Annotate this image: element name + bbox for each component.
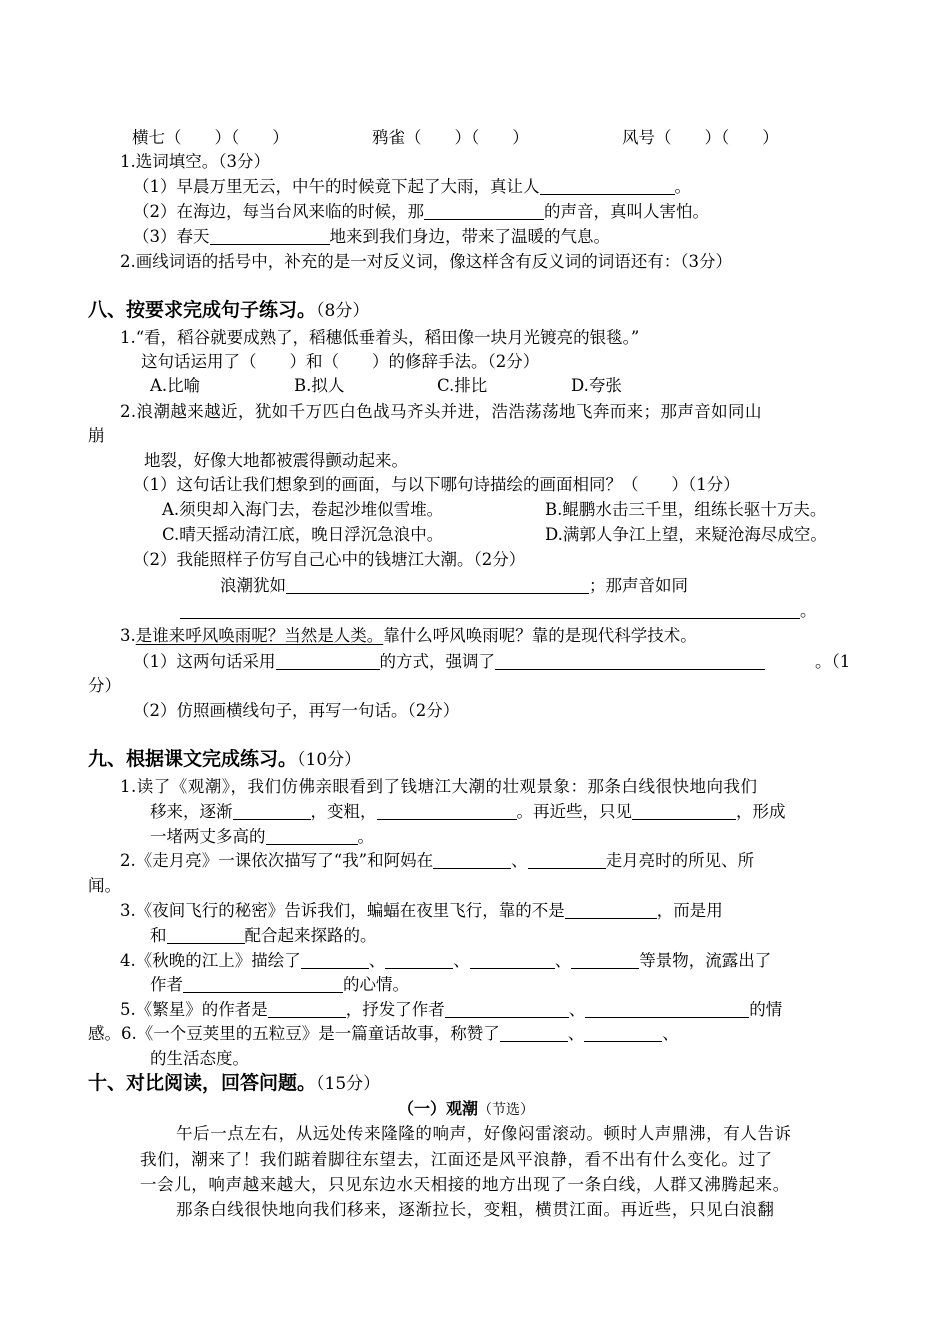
answer-blank[interactable]: [584, 1025, 662, 1042]
sec8-q2: 2.浪潮越来越近，犹如千万匹白色战马齐头并进，浩浩荡荡地飞奔而来；那声音如同山: [120, 402, 762, 421]
sec8-q1-option-d: D.夸张: [571, 376, 622, 395]
passage-line-3: 一会儿，响声越来越大，只见东边水天相接的地方出现了一条白线，人群又沸腾起来。: [140, 1175, 790, 1194]
sec9-q4: 4.《秋晚的江上》描绘了 、 、 、 等景物，流露出了: [120, 951, 772, 970]
sec8-q2-option-d: D.满郭人争江上望，来疑沧海尽成空。: [545, 525, 827, 544]
sec8-q1-option-c: C.排比: [437, 376, 488, 395]
sec7-q1-3: （3）春天 地来到我们身边，带来了温暖的气息。: [133, 227, 610, 246]
top-row-item-3: [622, 127, 779, 149]
answer-blank[interactable]: [470, 952, 555, 969]
sec8-q1-option-b: B.拟人: [294, 376, 345, 395]
sec8-q3: 3.是谁来呼风唤雨呢？当然是人类。靠什么呼风唤雨呢？靠的是现代科学技术。: [120, 626, 697, 645]
sec9-q1-line3: 一堵两丈多高的 。: [150, 827, 374, 846]
answer-blank[interactable]: [377, 803, 517, 820]
sec9-q6-line2: 的生活态度。: [150, 1049, 249, 1068]
answer-blank[interactable]: [180, 602, 800, 619]
sec8-q3-2: （2）仿照画横线句子，再写一句话。（2分）: [133, 701, 460, 720]
sec8-q1: 1.“看，稻谷就要成熟了，稻穗低垂着头，稻田像一块月光镀亮的银毯。”: [120, 328, 640, 347]
sec9-q6: 感。6.《一个豆荚里的五粒豆》是一篇童话故事，称赞了 、 、: [88, 1024, 679, 1043]
answer-blank[interactable]: [233, 803, 311, 820]
sec9-q4-line2: 作者 的心情。: [150, 975, 409, 994]
word-blanks: （ ）（ ）: [405, 128, 529, 147]
answer-blank[interactable]: [167, 927, 245, 944]
sec7-q2: 2.画线词语的括号中，补充的是一对反义词，像这样含有反义词的词语还有：（3分）: [120, 252, 732, 271]
word-blanks: （ ）（ ）: [165, 128, 289, 147]
section-heading-10: 十、对比阅读，回答问题。（15分）: [88, 1072, 381, 1094]
sec8-q3-1-points-wrap: 分）: [88, 676, 121, 695]
word-label: 风号: [622, 128, 655, 147]
sec9-q1: 1.读了《观潮》，我们仿佛亲眼看到了钱塘江大潮的壮观景象：那条白线很快地向我们: [120, 777, 758, 796]
sec9-q2-wrap: 闻。: [88, 876, 121, 895]
passage-line-2: 我们，潮来了！我们踮着脚往东望去，江面还是风平浪静，看不出有什么变化。过了: [140, 1150, 773, 1169]
top-row-item-1: [132, 127, 289, 149]
sec8-q2-2-line1: 浪潮犹如 ；那声音如同: [220, 576, 688, 595]
answer-blank[interactable]: [286, 577, 589, 594]
sec9-q3-line2: 和 配合起来探路的。: [150, 926, 377, 945]
answer-blank[interactable]: [565, 902, 657, 919]
sec8-q2-option-a: A.须臾却入海门去，卷起沙堆似雪堆。: [162, 500, 444, 519]
answer-blank[interactable]: [445, 1001, 569, 1018]
sec8-q2-option-b: B.鲲鹏水击三千里，组练长驱十万夫。: [545, 500, 827, 519]
top-row-item-2: [372, 127, 529, 149]
sec7-q1-1: （1）早晨万里无云，中午的时候竟下起了大雨，真让人 。: [133, 177, 691, 196]
answer-blank[interactable]: [266, 828, 358, 845]
sec9-q2: 2.《走月亮》一课依次描写了“我”和阿妈在 、 走月亮时的所见、所: [120, 851, 755, 870]
sec8-q2-2-line2: 。: [180, 600, 817, 622]
answer-blank[interactable]: [632, 803, 736, 820]
underlined-sentence: 是谁来呼风唤雨呢？当然是人类。: [135, 626, 384, 645]
answer-blank[interactable]: [385, 952, 453, 969]
passage-title: （一）观潮（节选）: [398, 1099, 535, 1118]
sec7-q1: 1.选词填空。（3分）: [120, 152, 270, 171]
answer-blank[interactable]: [585, 1001, 749, 1018]
sec7-q1-2: （2）在海边，每当台风来临的时候，那 的声音，真叫人害怕。: [133, 202, 709, 221]
answer-blank[interactable]: [210, 228, 330, 245]
passage-line-4: 那条白线很快地向我们移来，逐渐拉长，变粗，横贯江面。再近些，只见白浪翻: [176, 1200, 775, 1219]
answer-blank[interactable]: [500, 1025, 568, 1042]
sec8-q3-1: （1）这两句话采用 的方式，强调了: [133, 651, 765, 673]
sec8-q2-cont: 地裂，好像大地都被震得颤动起来。: [144, 451, 408, 470]
section-heading-9: 九、根据课文完成练习。（10分）: [88, 748, 362, 770]
answer-blank[interactable]: [183, 976, 343, 993]
answer-blank[interactable]: [540, 178, 675, 195]
sec8-q1-option-a: A.比喻: [150, 376, 201, 395]
sec8-q2-2: （2）我能照样子仿写自己心中的钱塘江大潮。（2分）: [133, 550, 526, 569]
answer-blank[interactable]: [433, 852, 511, 869]
sec8-q2-1: （1）这句话让我们想象到的画面，与以下哪句诗描绘的画面相同？（ ）（1分）: [133, 475, 740, 494]
answer-blank[interactable]: [424, 203, 544, 220]
word-label: 横七: [132, 128, 165, 147]
answer-blank[interactable]: [276, 653, 380, 670]
sec8-q2-option-c: C.晴天摇动清江底，晚日浮沉急浪中。: [162, 525, 444, 544]
sec9-q5: 5.《繁星》的作者是 ，抒发了作者 、 的情: [120, 1000, 783, 1019]
answer-blank[interactable]: [301, 952, 369, 969]
passage-line-1: 午后一点左右，从远处传来隆隆的响声，好像闷雷滚动。顿时人声鼎沸，有人告诉: [176, 1124, 792, 1143]
sec9-q1-line2: 移来，逐渐 ，变粗， 。再近些，只见 ，形成: [150, 802, 786, 821]
answer-blank[interactable]: [268, 1001, 346, 1018]
word-label: 鸦雀: [372, 128, 405, 147]
section-heading-8: 八、按要求完成句子练习。（8分）: [88, 299, 370, 321]
answer-blank[interactable]: [495, 653, 765, 670]
sec8-q1-ask: 这句话运用了（ ）和（ ）的修辞手法。（2分）: [141, 352, 540, 371]
sec8-q3-1-points: 。（1: [815, 652, 851, 671]
word-blanks: （ ）（ ）: [655, 128, 779, 147]
sec8-q2-wrap: 崩: [88, 426, 105, 445]
answer-blank[interactable]: [571, 952, 639, 969]
answer-blank[interactable]: [528, 852, 606, 869]
sec9-q3: 3.《夜间飞行的秘密》告诉我们，蝙蝠在夜里飞行，靠的不是 ，而是用: [120, 901, 723, 920]
